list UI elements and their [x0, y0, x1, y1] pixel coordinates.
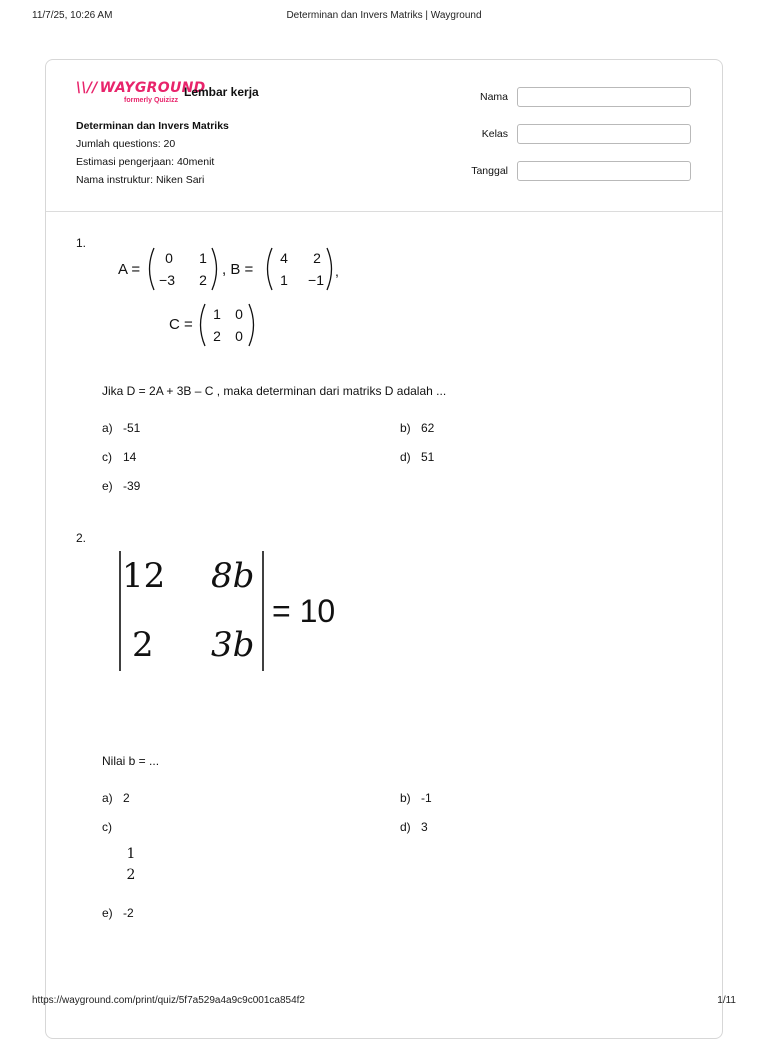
matrix-b-cell: −1 [308, 272, 324, 288]
question-2-text: Nilai b = ... [102, 754, 160, 768]
instructor-name: Nama instruktur: Niken Sari [76, 174, 205, 186]
time-estimate: Estimasi pengerjaan: 40menit [76, 156, 215, 168]
matrix-b-right-paren [327, 248, 332, 290]
determinant-cell: 2 [132, 625, 154, 665]
print-datetime: 11/7/25, 10:26 AM [32, 10, 113, 21]
matrix-a-label: A = [118, 261, 141, 278]
question-1-text: Jika D = 2A + 3B – C , maka determinan dari matriks D adalah ... [102, 384, 447, 398]
answer-option: a) 2 [102, 791, 130, 805]
print-header [0, 10, 768, 24]
matrix-a-cell: 0 [165, 250, 173, 266]
logo-brand: WAYGROUND [99, 80, 206, 96]
class-label: Kelas [481, 128, 508, 140]
matrix-a-cell: 1 [199, 250, 207, 266]
matrix-b-cell: 1 [280, 272, 288, 288]
matrix-c-cell: 0 [235, 306, 243, 322]
matrix-b-left-paren [268, 248, 273, 290]
answer-option: e) -39 [102, 479, 141, 493]
matrix-c-cell: 0 [235, 328, 243, 344]
answer-option: c) 14 [102, 450, 137, 464]
determinant-equals: = 10 [272, 593, 336, 629]
matrix-b-cell: 4 [280, 250, 288, 266]
answer-option: d) 3 [400, 820, 428, 834]
worksheet-title: Determinan dan Invers Matriks [76, 120, 229, 132]
answer-option: d) 51 [400, 450, 435, 464]
fraction-numerator: 1 [126, 846, 136, 862]
print-page-title: Determinan dan Invers Matriks | Wayground [286, 10, 482, 21]
determinant-cell: 8b [211, 556, 255, 596]
matrix-c-cell: 1 [213, 306, 221, 322]
question-1-number: 1. [76, 236, 87, 250]
determinant-cell: 12 [122, 556, 166, 596]
answer-option: e) -2 [102, 906, 134, 920]
matrix-c-cell: 2 [213, 328, 221, 344]
matrix-a-cell: −3 [159, 272, 175, 288]
matrix-a-cell: 2 [199, 272, 207, 288]
question-2-number: 2. [76, 531, 87, 545]
answer-option: b) -1 [400, 791, 432, 805]
date-label: Tanggal [471, 165, 508, 177]
wayground-logo-icon: \\// [76, 80, 98, 96]
print-footer [0, 995, 768, 1009]
worksheet-card [45, 59, 723, 1039]
matrix-a-left-paren [150, 248, 155, 290]
worksheet-header [46, 60, 722, 212]
matrix-a-right-paren [212, 248, 217, 290]
question-count: Jumlah questions: 20 [76, 138, 176, 150]
matrix-c-label: C = [169, 316, 193, 333]
print-url: https://wayground.com/print/quiz/5f7a529a4a9c9c001ca854f2 [32, 995, 305, 1006]
sheet-type: Lembar kerja [184, 85, 259, 99]
answer-option: a) -51 [102, 421, 141, 435]
logo-formerly: formerly Quizizz [124, 97, 179, 104]
date-field[interactable] [517, 161, 691, 181]
answer-option: b) 62 [400, 421, 435, 435]
matrix-c-left-paren [201, 304, 206, 346]
matrix-b-trailing-comma: , [335, 263, 339, 279]
fraction-denominator: 2 [126, 867, 136, 883]
matrix-b-label: , B = [222, 261, 254, 278]
name-field[interactable] [517, 87, 691, 107]
matrix-c-right-paren [249, 304, 254, 346]
answer-option: c) [102, 820, 112, 834]
print-page-number: 1/11 [717, 995, 736, 1006]
determinant-cell: 3b [211, 625, 255, 665]
name-label: Nama [479, 91, 508, 103]
question-1-matrices [114, 242, 364, 352]
matrix-b-cell: 2 [313, 250, 321, 266]
question-2-determinant [114, 545, 364, 675]
class-field[interactable] [517, 124, 691, 144]
